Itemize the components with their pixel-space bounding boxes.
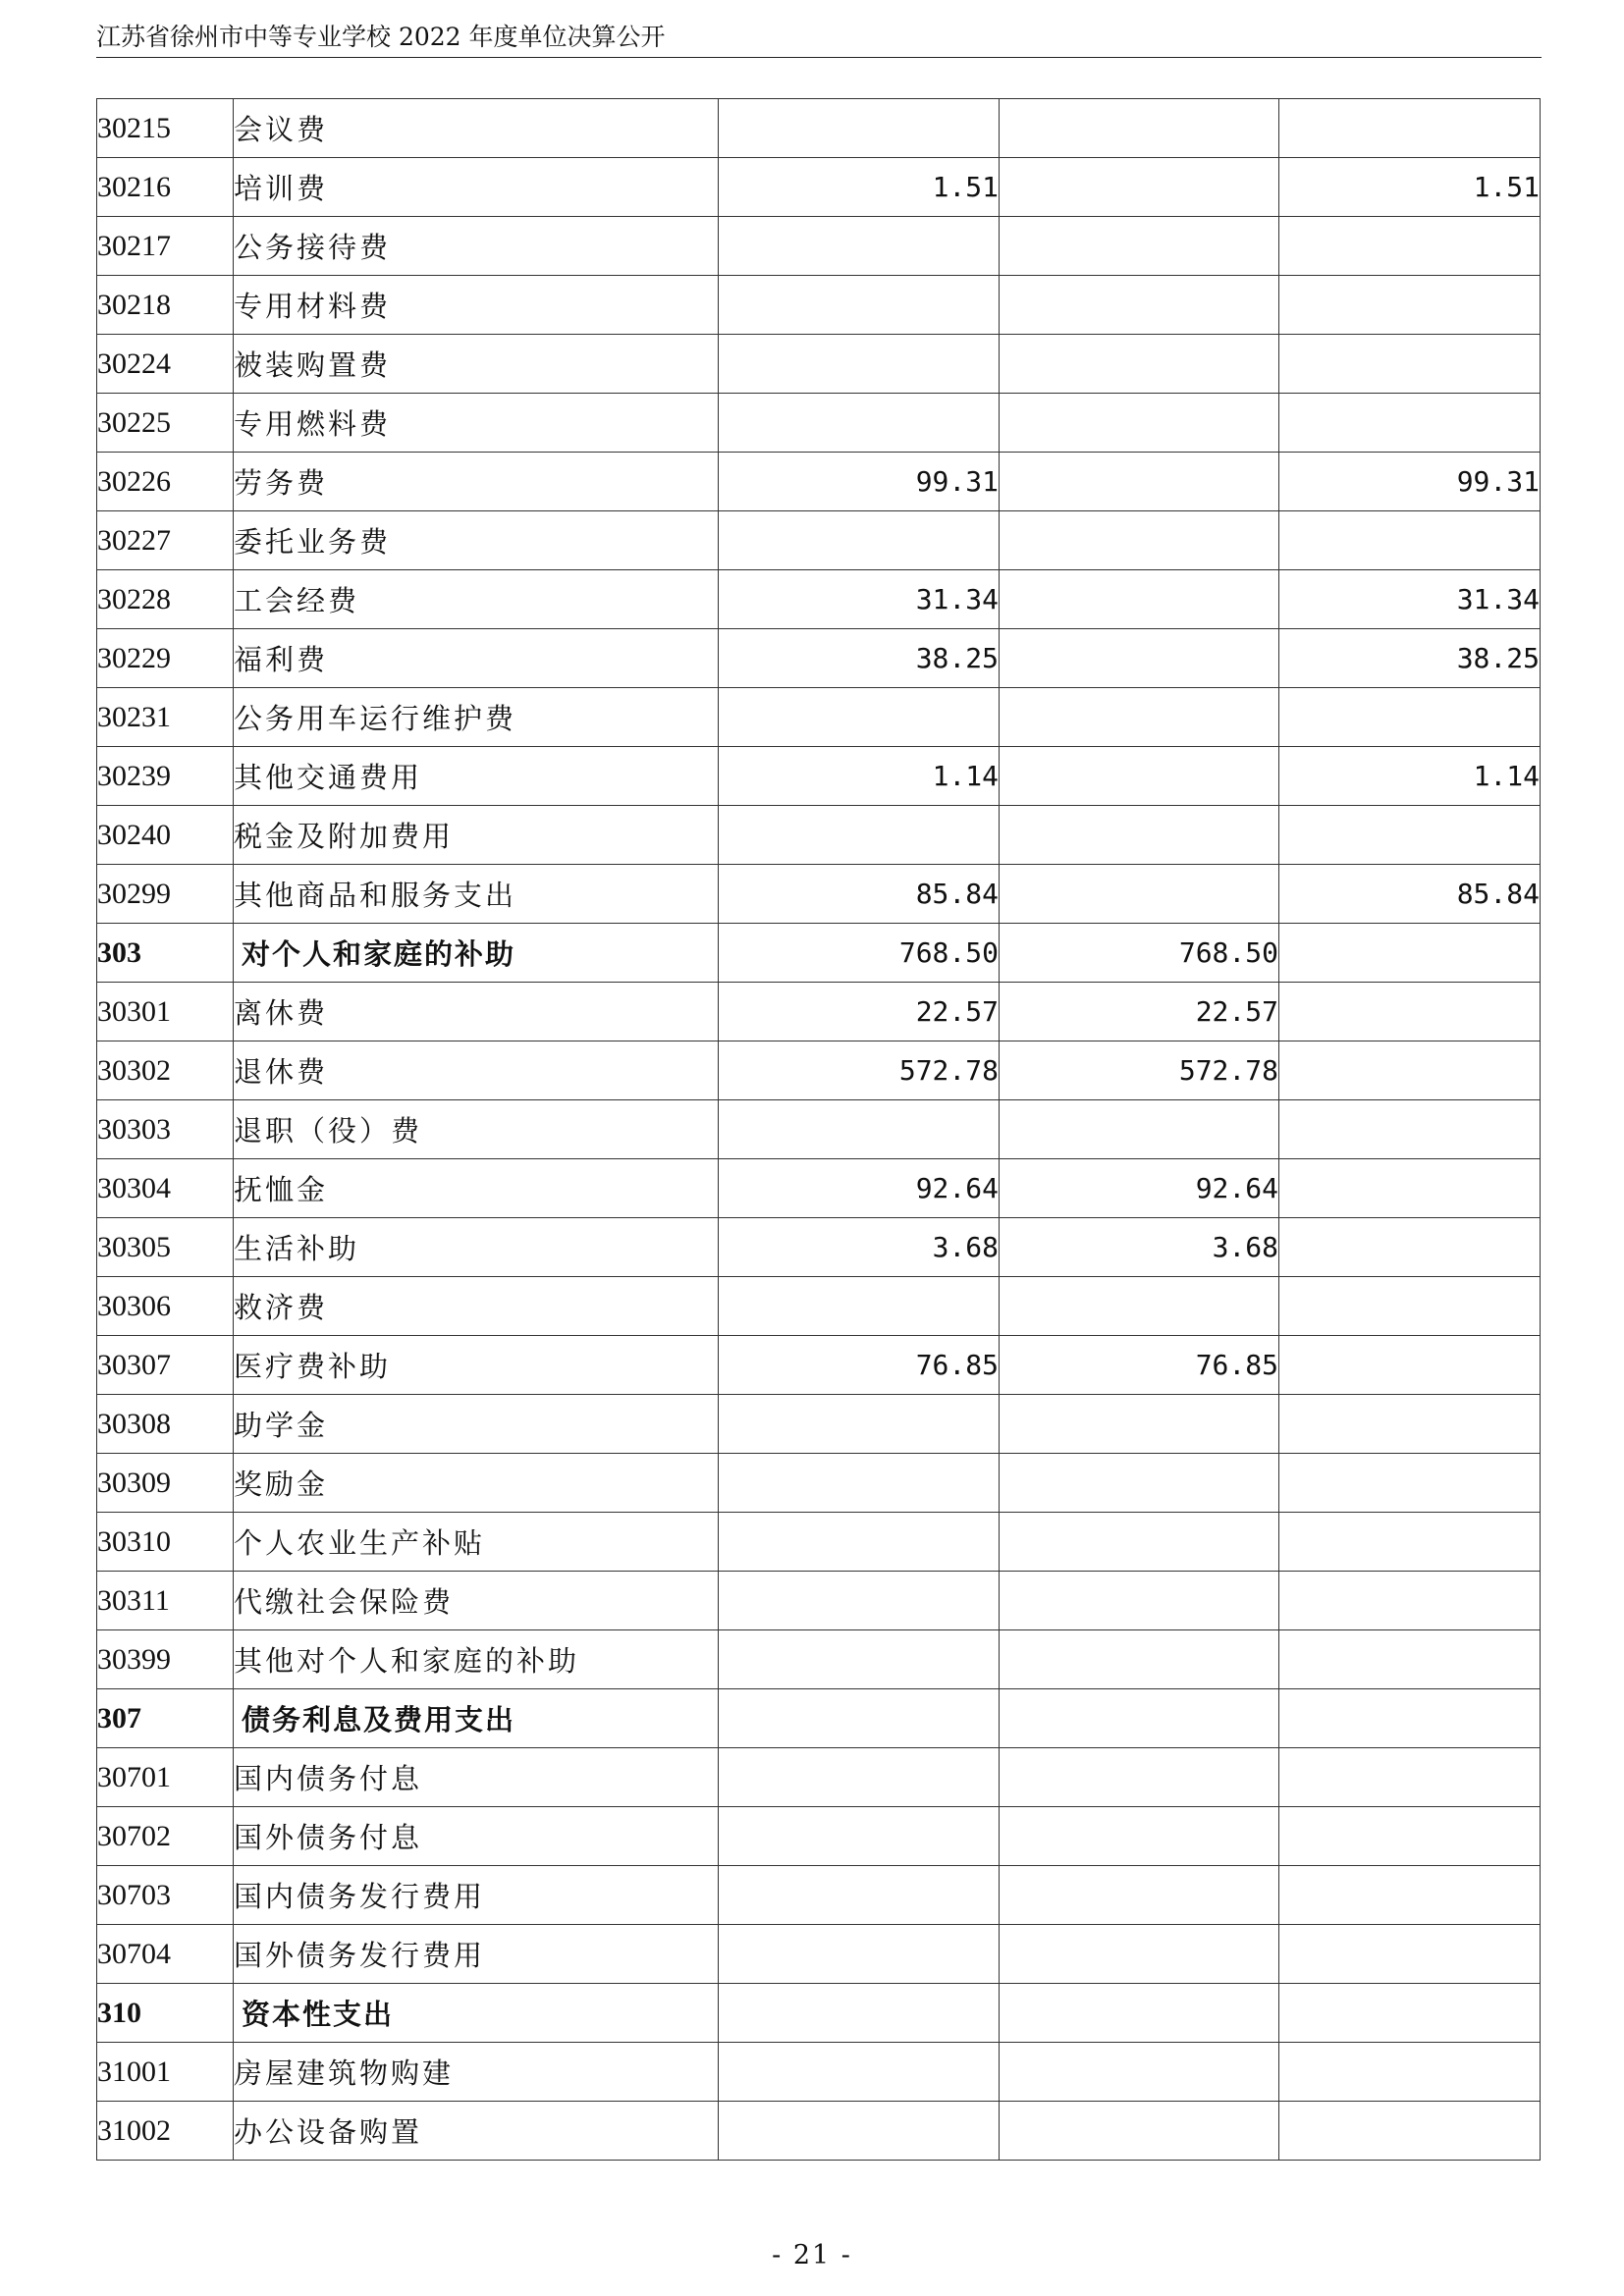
name-cell: 债务利息及费用支出	[234, 1689, 719, 1748]
code-cell: 30308	[97, 1395, 234, 1454]
basic-expenditure-cell	[1000, 511, 1279, 570]
total-cell	[719, 2043, 1000, 2102]
total-cell: 3.68	[719, 1218, 1000, 1277]
project-expenditure-cell	[1279, 1454, 1541, 1513]
basic-expenditure-cell: 3.68	[1000, 1218, 1279, 1277]
table-row	[97, 1041, 1541, 1100]
project-expenditure-cell	[1279, 1159, 1541, 1218]
total-cell	[719, 511, 1000, 570]
basic-expenditure-cell	[1000, 217, 1279, 276]
code-cell: 30231	[97, 688, 234, 747]
table-row	[97, 865, 1541, 924]
table-row	[97, 1866, 1541, 1925]
basic-expenditure-cell	[1000, 99, 1279, 158]
name-cell: 国外债务付息	[234, 1807, 719, 1866]
table-row	[97, 1454, 1541, 1513]
table-row	[97, 276, 1541, 335]
basic-expenditure-cell	[1000, 158, 1279, 217]
basic-expenditure-cell	[1000, 1748, 1279, 1807]
name-cell: 助学金	[234, 1395, 719, 1454]
code-cell: 30299	[97, 865, 234, 924]
code-cell: 30702	[97, 1807, 234, 1866]
code-cell: 30240	[97, 806, 234, 865]
table-row	[97, 511, 1541, 570]
total-cell	[719, 276, 1000, 335]
code-cell: 30228	[97, 570, 234, 629]
name-cell: 公务用车运行维护费	[234, 688, 719, 747]
table-row	[97, 1572, 1541, 1630]
total-cell	[719, 806, 1000, 865]
basic-expenditure-cell	[1000, 688, 1279, 747]
name-cell: 退职（役）费	[234, 1100, 719, 1159]
basic-expenditure-cell	[1000, 335, 1279, 394]
page-number: - 21 -	[772, 2240, 852, 2270]
name-cell: 其他对个人和家庭的补助	[234, 1630, 719, 1689]
total-cell	[719, 1100, 1000, 1159]
basic-expenditure-cell	[1000, 865, 1279, 924]
name-cell: 专用材料费	[234, 276, 719, 335]
project-expenditure-cell	[1279, 511, 1541, 570]
basic-expenditure-cell	[1000, 1630, 1279, 1689]
total-cell	[719, 1630, 1000, 1689]
code-cell: 310	[97, 1984, 234, 2043]
code-cell: 30304	[97, 1159, 234, 1218]
total-cell	[719, 1689, 1000, 1748]
basic-expenditure-cell	[1000, 453, 1279, 511]
basic-expenditure-cell	[1000, 394, 1279, 453]
basic-expenditure-cell	[1000, 1925, 1279, 1984]
name-cell: 公务接待费	[234, 217, 719, 276]
project-expenditure-cell	[1279, 1336, 1541, 1395]
basic-expenditure-cell	[1000, 806, 1279, 865]
table-row	[97, 394, 1541, 453]
code-cell: 30216	[97, 158, 234, 217]
total-cell: 768.50	[719, 924, 1000, 983]
project-expenditure-cell	[1279, 1866, 1541, 1925]
project-expenditure-cell	[1279, 1277, 1541, 1336]
project-expenditure-cell	[1279, 335, 1541, 394]
basic-expenditure-cell	[1000, 1689, 1279, 1748]
total-cell	[719, 1925, 1000, 1984]
basic-expenditure-cell	[1000, 1807, 1279, 1866]
basic-expenditure-cell: 768.50	[1000, 924, 1279, 983]
table-row	[97, 1807, 1541, 1866]
name-cell: 资本性支出	[234, 1984, 719, 2043]
project-expenditure-cell: 31.34	[1279, 570, 1541, 629]
table-row	[97, 1748, 1541, 1807]
code-cell: 30301	[97, 983, 234, 1041]
code-cell: 30306	[97, 1277, 234, 1336]
total-cell	[719, 1395, 1000, 1454]
name-cell: 会议费	[234, 99, 719, 158]
code-cell: 30309	[97, 1454, 234, 1513]
total-cell: 92.64	[719, 1159, 1000, 1218]
name-cell: 离休费	[234, 983, 719, 1041]
basic-expenditure-cell	[1000, 747, 1279, 806]
total-cell	[719, 1866, 1000, 1925]
total-cell	[719, 1807, 1000, 1866]
table-row	[97, 747, 1541, 806]
total-cell: 85.84	[719, 865, 1000, 924]
total-cell	[719, 1513, 1000, 1572]
table-row	[97, 99, 1541, 158]
project-expenditure-cell	[1279, 276, 1541, 335]
name-cell: 委托业务费	[234, 511, 719, 570]
code-cell: 30303	[97, 1100, 234, 1159]
basic-expenditure-cell	[1000, 1866, 1279, 1925]
code-cell: 30399	[97, 1630, 234, 1689]
project-expenditure-cell	[1279, 1689, 1541, 1748]
table-row	[97, 1513, 1541, 1572]
name-cell: 税金及附加费用	[234, 806, 719, 865]
project-expenditure-cell: 1.51	[1279, 158, 1541, 217]
project-expenditure-cell	[1279, 394, 1541, 453]
code-cell: 30239	[97, 747, 234, 806]
project-expenditure-cell	[1279, 217, 1541, 276]
project-expenditure-cell	[1279, 806, 1541, 865]
project-expenditure-cell	[1279, 1748, 1541, 1807]
table-row	[97, 1925, 1541, 1984]
project-expenditure-cell: 38.25	[1279, 629, 1541, 688]
total-cell	[719, 1984, 1000, 2043]
total-cell	[719, 1748, 1000, 1807]
project-expenditure-cell	[1279, 1925, 1541, 1984]
code-cell: 30311	[97, 1572, 234, 1630]
name-cell: 国内债务发行费用	[234, 1866, 719, 1925]
name-cell: 房屋建筑物购建	[234, 2043, 719, 2102]
name-cell: 其他商品和服务支出	[234, 865, 719, 924]
basic-expenditure-cell: 76.85	[1000, 1336, 1279, 1395]
table-row	[97, 1277, 1541, 1336]
name-cell: 代缴社会保险费	[234, 1572, 719, 1630]
project-expenditure-cell	[1279, 1218, 1541, 1277]
table-row	[97, 2043, 1541, 2102]
name-cell: 生活补助	[234, 1218, 719, 1277]
project-expenditure-cell	[1279, 2043, 1541, 2102]
code-cell: 30215	[97, 99, 234, 158]
table-body	[97, 99, 1541, 2161]
project-expenditure-cell	[1279, 1513, 1541, 1572]
table-row	[97, 1100, 1541, 1159]
code-cell: 30703	[97, 1866, 234, 1925]
total-cell: 38.25	[719, 629, 1000, 688]
project-expenditure-cell	[1279, 1572, 1541, 1630]
project-expenditure-cell	[1279, 1807, 1541, 1866]
basic-expenditure-cell	[1000, 1572, 1279, 1630]
basic-expenditure-cell: 572.78	[1000, 1041, 1279, 1100]
table-row	[97, 1159, 1541, 1218]
project-expenditure-cell: 85.84	[1279, 865, 1541, 924]
total-cell: 1.14	[719, 747, 1000, 806]
name-cell: 救济费	[234, 1277, 719, 1336]
name-cell: 福利费	[234, 629, 719, 688]
table-row	[97, 217, 1541, 276]
basic-expenditure-cell: 22.57	[1000, 983, 1279, 1041]
code-cell: 30226	[97, 453, 234, 511]
name-cell: 工会经费	[234, 570, 719, 629]
code-cell: 30307	[97, 1336, 234, 1395]
project-expenditure-cell	[1279, 2102, 1541, 2161]
project-expenditure-cell	[1279, 1984, 1541, 2043]
code-cell: 307	[97, 1689, 234, 1748]
table-row	[97, 1336, 1541, 1395]
basic-expenditure-cell	[1000, 1454, 1279, 1513]
name-cell: 退休费	[234, 1041, 719, 1100]
total-cell	[719, 1454, 1000, 1513]
project-expenditure-cell	[1279, 1395, 1541, 1454]
name-cell: 个人农业生产补贴	[234, 1513, 719, 1572]
name-cell: 对个人和家庭的补助	[234, 924, 719, 983]
project-expenditure-cell: 1.14	[1279, 747, 1541, 806]
code-cell: 30701	[97, 1748, 234, 1807]
total-cell: 22.57	[719, 983, 1000, 1041]
total-cell	[719, 335, 1000, 394]
table-row	[97, 1395, 1541, 1454]
basic-expenditure-cell	[1000, 629, 1279, 688]
project-expenditure-cell	[1279, 983, 1541, 1041]
code-cell: 31002	[97, 2102, 234, 2161]
total-cell	[719, 394, 1000, 453]
name-cell: 培训费	[234, 158, 719, 217]
basic-expenditure-cell: 92.64	[1000, 1159, 1279, 1218]
total-cell: 31.34	[719, 570, 1000, 629]
basic-expenditure-cell	[1000, 1395, 1279, 1454]
code-cell: 30302	[97, 1041, 234, 1100]
total-cell	[719, 217, 1000, 276]
name-cell: 国内债务付息	[234, 1748, 719, 1807]
page-header: 江苏省徐州市中等专业学校 2022 年度单位决算公开	[96, 18, 1542, 58]
basic-expenditure-cell	[1000, 2043, 1279, 2102]
project-expenditure-cell	[1279, 688, 1541, 747]
name-cell: 医疗费补助	[234, 1336, 719, 1395]
code-cell: 30229	[97, 629, 234, 688]
total-cell: 572.78	[719, 1041, 1000, 1100]
project-expenditure-cell	[1279, 924, 1541, 983]
project-expenditure-cell	[1279, 1041, 1541, 1100]
basic-expenditure-cell	[1000, 1984, 1279, 2043]
table-row	[97, 806, 1541, 865]
name-cell: 被装购置费	[234, 335, 719, 394]
table-row	[97, 2102, 1541, 2161]
total-cell	[719, 2102, 1000, 2161]
name-cell: 抚恤金	[234, 1159, 719, 1218]
basic-expenditure-cell	[1000, 1277, 1279, 1336]
project-expenditure-cell	[1279, 1100, 1541, 1159]
table-row-category	[97, 1689, 1541, 1748]
table-row	[97, 158, 1541, 217]
table-row	[97, 1630, 1541, 1689]
table-row	[97, 629, 1541, 688]
basic-expenditure-cell	[1000, 1100, 1279, 1159]
total-cell	[719, 1277, 1000, 1336]
total-cell: 1.51	[719, 158, 1000, 217]
total-cell: 99.31	[719, 453, 1000, 511]
code-cell: 30704	[97, 1925, 234, 1984]
project-expenditure-cell	[1279, 1630, 1541, 1689]
table-row	[97, 983, 1541, 1041]
table-row-category	[97, 1984, 1541, 2043]
expenditure-table	[96, 98, 1541, 2161]
code-cell: 30227	[97, 511, 234, 570]
table-row	[97, 453, 1541, 511]
table-row	[97, 688, 1541, 747]
table-row	[97, 1218, 1541, 1277]
project-expenditure-cell	[1279, 99, 1541, 158]
code-cell: 31001	[97, 2043, 234, 2102]
table-row	[97, 570, 1541, 629]
code-cell: 30224	[97, 335, 234, 394]
total-cell: 76.85	[719, 1336, 1000, 1395]
total-cell	[719, 99, 1000, 158]
project-expenditure-cell: 99.31	[1279, 453, 1541, 511]
name-cell: 专用燃料费	[234, 394, 719, 453]
name-cell: 国外债务发行费用	[234, 1925, 719, 1984]
total-cell	[719, 1572, 1000, 1630]
code-cell: 30217	[97, 217, 234, 276]
code-cell: 30310	[97, 1513, 234, 1572]
name-cell: 奖励金	[234, 1454, 719, 1513]
basic-expenditure-cell	[1000, 1513, 1279, 1572]
table-row-category	[97, 924, 1541, 983]
code-cell: 30218	[97, 276, 234, 335]
table-row	[97, 335, 1541, 394]
code-cell: 303	[97, 924, 234, 983]
basic-expenditure-cell	[1000, 2102, 1279, 2161]
code-cell: 30225	[97, 394, 234, 453]
code-cell: 30305	[97, 1218, 234, 1277]
total-cell	[719, 688, 1000, 747]
name-cell: 其他交通费用	[234, 747, 719, 806]
basic-expenditure-cell	[1000, 276, 1279, 335]
name-cell: 办公设备购置	[234, 2102, 719, 2161]
basic-expenditure-cell	[1000, 570, 1279, 629]
name-cell: 劳务费	[234, 453, 719, 511]
